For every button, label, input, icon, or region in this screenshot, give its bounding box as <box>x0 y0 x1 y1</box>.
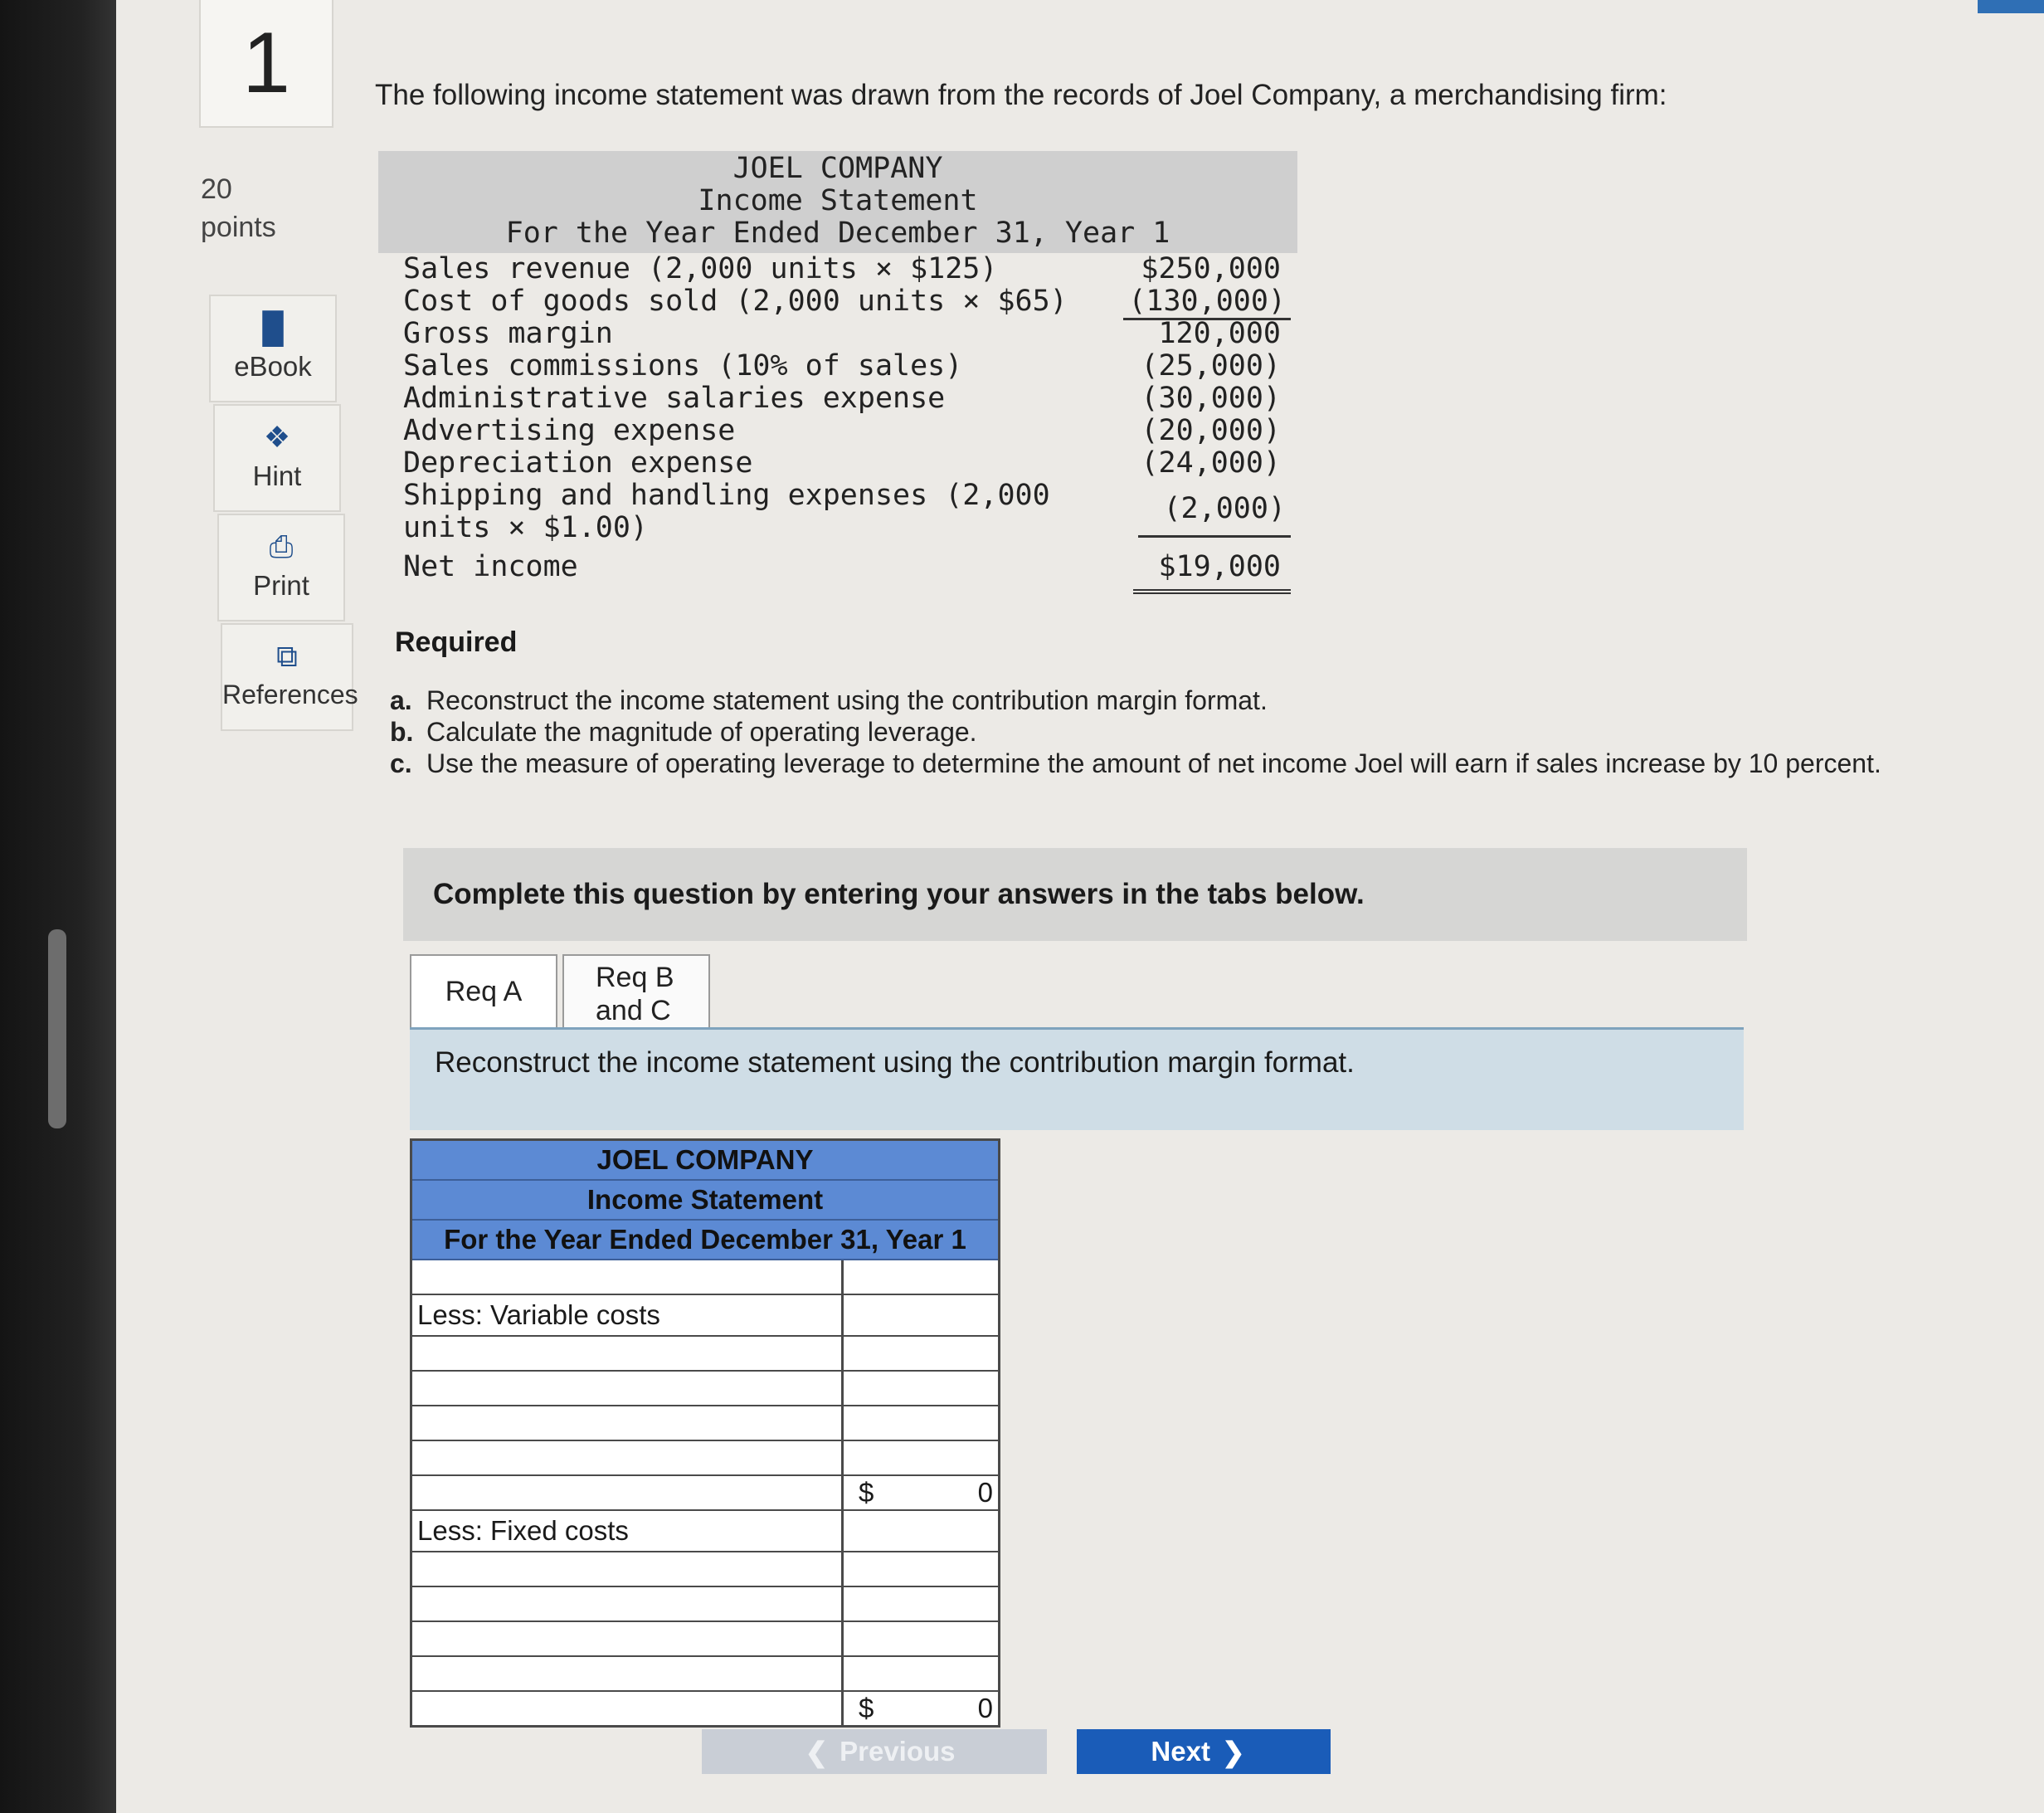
fixed-cost-label-input[interactable] <box>412 1552 841 1586</box>
previous-button[interactable] <box>702 1729 1047 1774</box>
table-row <box>412 1441 998 1476</box>
tab-req-b-and-c[interactable]: Req B and C <box>562 954 710 1029</box>
fixed-cost-amount-input[interactable] <box>844 1622 998 1655</box>
chevron-left-icon: ❮ <box>805 1736 829 1767</box>
print-label: Print <box>253 570 309 601</box>
statement-line: Advertising expense (20,000) <box>403 414 1281 447</box>
variable-cost-label-input[interactable] <box>412 1337 841 1370</box>
statement-line: Sales revenue (2,000 units × $125) $250,000 <box>403 252 1281 285</box>
book-icon: █ <box>262 310 284 344</box>
answer-company: JOEL COMPANY <box>412 1141 998 1181</box>
answer-title: Income Statement <box>412 1181 998 1221</box>
fixed-total-value: 0 <box>977 1693 993 1723</box>
table-row <box>412 1511 998 1552</box>
currency-symbol: $ <box>859 1477 874 1508</box>
lifebuoy-icon: ❖ <box>263 420 291 454</box>
points-indicator <box>201 170 276 246</box>
variable-cost-label-input[interactable] <box>412 1441 841 1474</box>
fixed-cost-amount-input[interactable] <box>844 1657 998 1690</box>
hint-label: Hint <box>252 461 302 491</box>
statement-line: Sales commissions (10% of sales) (25,000) <box>403 349 1281 383</box>
statement-line: Administrative salaries expense (30,000) <box>403 382 1281 415</box>
intro-text: The following income statement was drawn from the records of Joel Company, a merchandising firm: <box>375 79 1667 111</box>
table-row <box>412 1372 998 1406</box>
currency-symbol: $ <box>859 1693 874 1723</box>
hint-button[interactable] <box>213 404 341 512</box>
print-button[interactable] <box>217 514 345 621</box>
variable-cost-label-input[interactable] <box>412 1372 841 1405</box>
previous-label: Previous <box>840 1736 956 1767</box>
required-heading: Required <box>395 626 518 658</box>
fixed-cost-label-input[interactable] <box>412 1622 841 1655</box>
screen-bezel <box>0 0 116 1813</box>
variable-cost-amount-input[interactable] <box>844 1337 998 1370</box>
question-number: 1 <box>199 0 333 128</box>
required-item: c. Use the measure of operating leverage to determine the amount of net income Joel will earn if sales increase by 10 percent. <box>390 748 1881 778</box>
table-row <box>412 1692 998 1725</box>
table-row <box>412 1657 998 1692</box>
ebook-button[interactable] <box>209 295 337 402</box>
table-row <box>412 1337 998 1372</box>
original-income-statement <box>378 151 1297 589</box>
statement-title: Income Statement <box>698 184 978 217</box>
next-label: Next <box>1151 1736 1210 1767</box>
tab-panel-instruction: Reconstruct the income statement using the contribution margin format. <box>410 1027 1744 1130</box>
statement-line: Gross margin 120,000 <box>403 317 1281 350</box>
answer-income-statement <box>410 1138 1000 1728</box>
sales-amount-input[interactable] <box>844 1260 998 1294</box>
statement-line: Shipping and handling expenses (2,000 units × $1.00) (2,000) <box>378 480 1297 544</box>
required-item: b. Calculate the magnitude of operating leverage. <box>390 717 977 747</box>
table-row <box>412 1476 998 1511</box>
table-row <box>412 1587 998 1622</box>
next-button[interactable] <box>1077 1729 1331 1774</box>
statement-line: Depreciation expense (24,000) <box>403 446 1281 480</box>
points-label: points <box>201 212 276 243</box>
top-corner-accent <box>1978 0 2044 13</box>
ebook-label: eBook <box>234 351 312 382</box>
references-button[interactable] <box>221 623 358 731</box>
statement-period: For the Year Ended December 31, Year 1 <box>505 217 1170 250</box>
printer-icon: ⎙ <box>269 529 294 563</box>
scroll-handle[interactable] <box>48 929 66 1128</box>
documents-icon: ⧉ <box>276 639 298 673</box>
variable-cost-amount-input[interactable] <box>844 1372 998 1405</box>
required-list <box>390 685 1883 779</box>
table-row <box>412 1295 998 1337</box>
variable-cost-amount-input[interactable] <box>844 1406 998 1440</box>
net-income-label-input[interactable] <box>412 1692 841 1725</box>
required-item: a. Reconstruct the income statement using the contribution margin format. <box>390 685 1268 715</box>
table-row <box>412 1260 998 1295</box>
table-row <box>412 1552 998 1587</box>
points-value: 20 <box>201 173 232 205</box>
answer-period: For the Year Ended December 31, Year 1 <box>412 1221 998 1260</box>
tab-req-a[interactable]: Req A <box>410 954 557 1029</box>
chevron-right-icon: ❯ <box>1221 1736 1245 1767</box>
fixed-cost-amount-input[interactable] <box>844 1587 998 1620</box>
fixed-costs-label: Less: Fixed costs <box>417 1515 629 1546</box>
statement-line: Net income $19,000 <box>378 544 1297 589</box>
fixed-cost-label-input[interactable] <box>412 1587 841 1620</box>
table-row <box>412 1406 998 1441</box>
statement-company: JOEL COMPANY <box>732 152 943 185</box>
variable-cost-amount-input[interactable] <box>844 1441 998 1474</box>
variable-total-value: 0 <box>977 1477 993 1508</box>
statement-header <box>378 151 1297 253</box>
sales-label-input[interactable] <box>412 1260 841 1294</box>
references-label: References <box>222 680 358 709</box>
table-row <box>412 1622 998 1657</box>
contribution-margin-label-input[interactable] <box>412 1476 841 1509</box>
fixed-cost-amount-input[interactable] <box>844 1552 998 1586</box>
statement-line: Cost of goods sold (2,000 units × $65) (130,000) <box>378 285 1297 318</box>
variable-cost-label-input[interactable] <box>412 1406 841 1440</box>
variable-costs-label: Less: Variable costs <box>417 1299 660 1330</box>
fixed-cost-label-input[interactable] <box>412 1657 841 1690</box>
instructions-bar: Complete this question by entering your answers in the tabs below. <box>403 848 1747 941</box>
